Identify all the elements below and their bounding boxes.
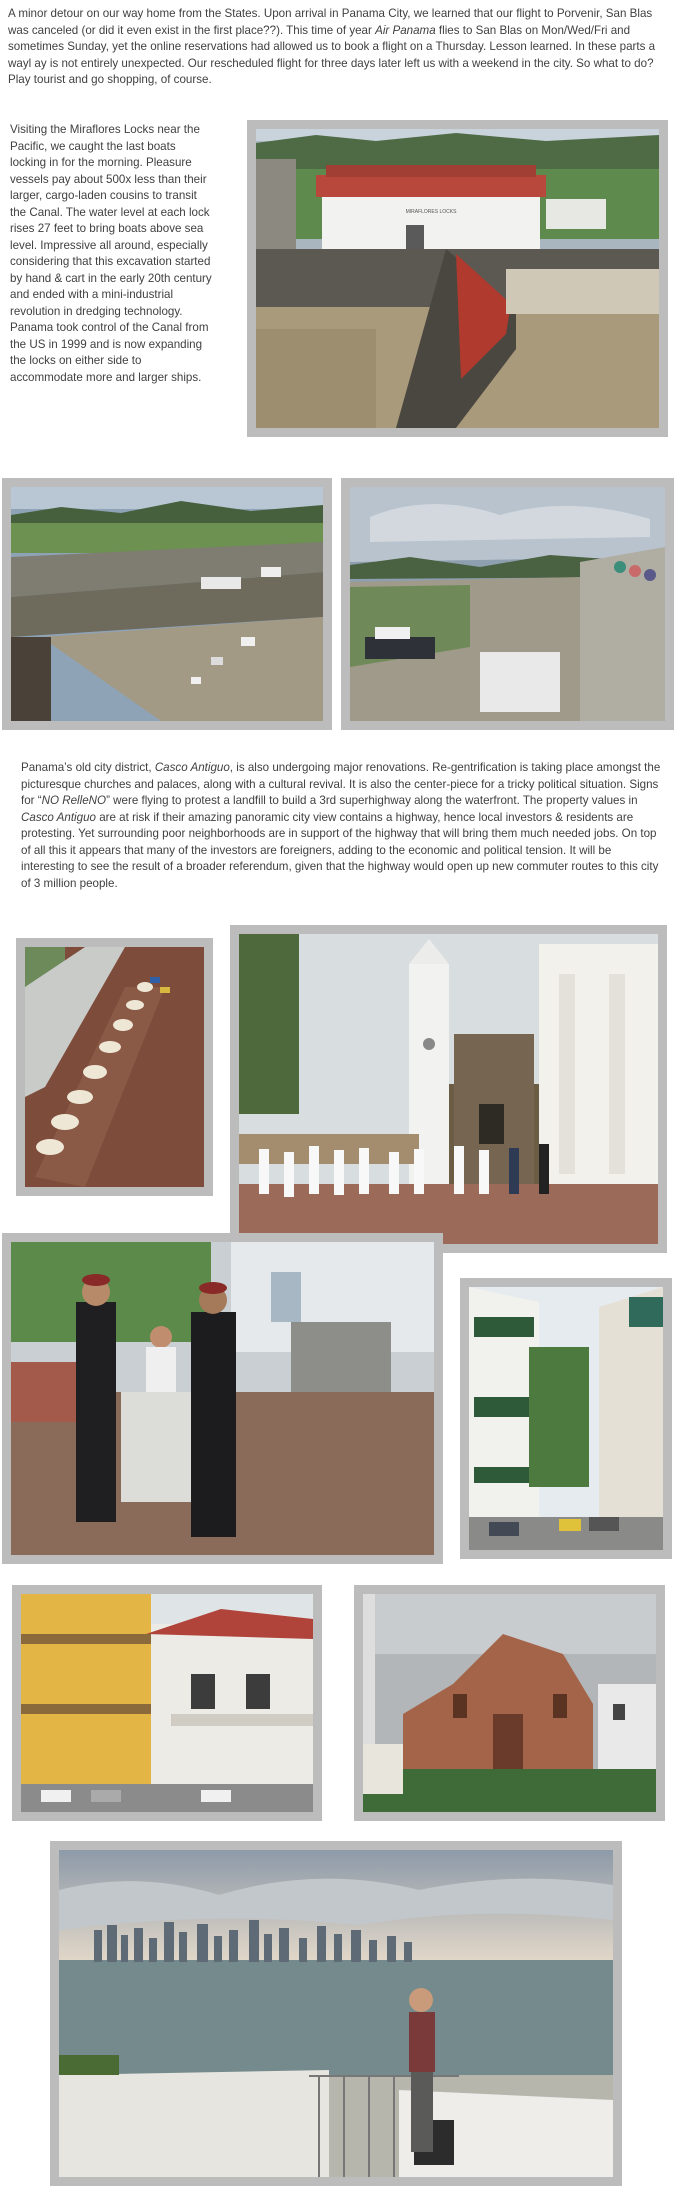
photo-colonial-street <box>460 1278 672 1559</box>
casco-paragraph: Panama’s old city district, Casco Antiguo, is also undergoing major renovations. Re-gentrification is taking place amongst the picturesque churches and palaces, along with a cultural revival. It is also the center-piece for a tricky political situation. Signs for “NO RelleNO” were flying to protest a landfill to build a 3rd superhighway along the waterfront. The property values in Casco Antiguo are at risk if their amazing panoramic city view contains a highway, hence local investors & residents are protesting. Yet surrounding poor neighborhoods are in support of the highway that will bring them much needed jobs. On top of all this it appears that many of the investors are foreigners, adding to the economic and political tension. It will be interesting to see the result of a broader referendum, given that the highway would open up new commuter routes to this city of 3 million people. <box>21 761 661 890</box>
photo-locks-boats <box>2 478 332 730</box>
photo-police-vendor <box>2 1233 443 1564</box>
photo-cathedral-band <box>230 925 667 1253</box>
photo-ship-spectators <box>341 478 674 730</box>
photo-miraflores-locks <box>247 120 668 437</box>
photo-skyline-woman <box>50 1841 622 2186</box>
intro-paragraph: A minor detour on our way home from the States. Upon arrival in Panama City, we learned that our flight to Porvenir, San Blas was canceled (or did it even exist in the first place??). This time of year Air Panama flies to San Blas on Mon/Wed/Fri and sometimes Sunday, yet the online reservations had allowed us to book a flight on a Thursday. Lesson learned. In these parts a wayl ay is not entirely unexpected. Our rescheduled flight for three days later left us with a weekend in the city. So what to do? Play tourist and go shopping, of course. <box>8 7 656 86</box>
photo-yellow-buildings <box>12 1585 322 1821</box>
locks-paragraph: Visiting the Miraflores Locks near the Pacific, we caught the last boats locking in for the morning. Pleasure vessels pay about 500x less than their larger, cargo-laden cousins to transit the Canal. The water level at each lock rises 27 feet to bring boats above sea level. Impressive all around, especially considering that this excavation started by hand & cart in the early 20th century and ended with a mini-industrial revolution in dredging technology. Panama took control of the Canal from the US in 1999 and is now expanding the locks on either side to accommodate more and larger ships. <box>10 123 212 384</box>
locks-building-sign: MIRAFLORES LOCKS <box>405 209 457 215</box>
photo-church-ruins <box>354 1585 665 1821</box>
photo-panama-hats <box>16 938 213 1196</box>
